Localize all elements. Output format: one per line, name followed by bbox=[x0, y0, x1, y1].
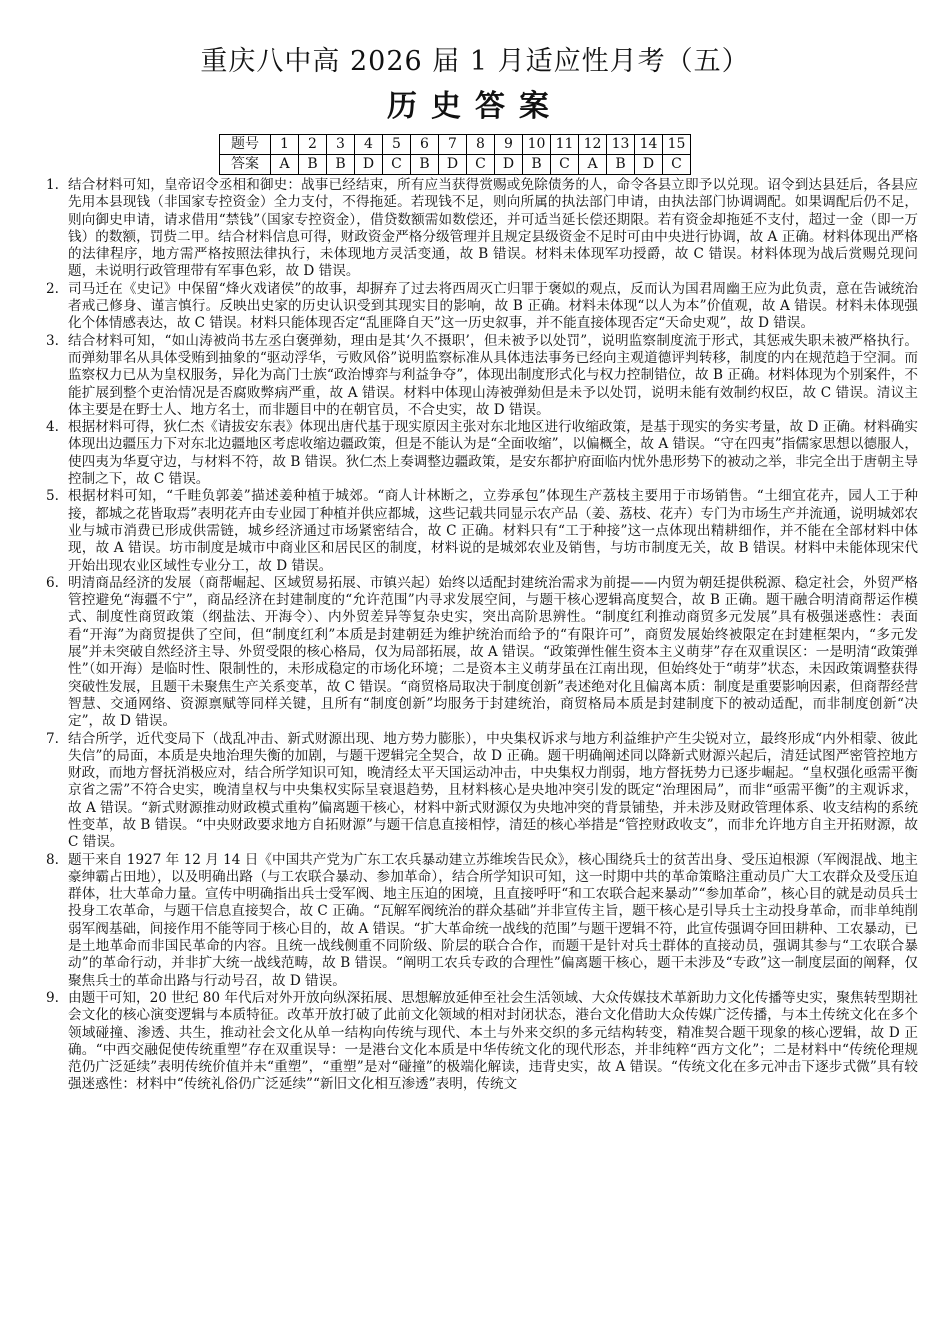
explanation-item bbox=[46, 177, 918, 281]
document-title: 重庆八中高 2026 届 1 月适应性月考（五） bbox=[200, 46, 750, 77]
answer-cell: C bbox=[383, 155, 411, 175]
explanation-item bbox=[46, 731, 918, 852]
answer-cell: D bbox=[439, 155, 467, 175]
item-number: 1. bbox=[46, 177, 59, 193]
explanation-item bbox=[46, 419, 918, 488]
question-number: 4 bbox=[355, 135, 383, 155]
question-number: 11 bbox=[551, 135, 579, 155]
item-text: 结合材料可知，皇帝诏令丞相和御史：战事已经结束，所有应当获得赏赐或免除债务的人，命令各县立即予以兑现。诏令到达县廷后，各县应先用本县现钱（非国家专控资金）全力支付，不得拖延。若现钱不足，则向所属的执法部门申请，由执法部门协调调配。如果调配后仍不足，则向御史申请，请求借用“禁钱”（国家专控资金），借贷数额需如数偿还，并可适当延长偿还期限。若有资金却拖延不支付，超过一金（即一万钱）的数额，罚赀二甲。结合材料信息可得，财政资金严格分级管理并且规定县级资金不足时可由中央进行协调，故 A 正确。材料体现出严格的法律程序，地方需严格按照法律执行，未体现地方灵活变通，故 B 错误。材料未体现军功授爵，故 C 错误。材料体现为战后赏赐兑现问题，未说明行政管理带有军事色彩，故 D 错误。 bbox=[68, 177, 918, 280]
item-text: 由题干可知，20 世纪 80 年代后对外开放向纵深拓展、思想解放延伸至社会生活领域、大众传媒技术革新助力文化传播等史实，聚焦转型期社会文化的核心演变逻辑与本质特征。改革开放打破了此前文化领域的相对封闭状态，港台文化借助大众传媒广泛传播，与本土传统文化在多个领域碰撞、渗透、共生，推动社会文化从单一结构向传统与现代、本土与外来交织的多元结构转变，精准契合题干现象的核心逻辑，故 D 正确。“中西交融促使传统重塑”存在双重误导：一是港台文化本质是中华传统文化的现代形态，并非纯粹“西方文化”；二是材料中“传统伦理规范仍广泛延续”表明传统价值并未“重塑”，“重塑”是对“碰撞”的极端化解读，违背史实，故 A 错误。“传统文化在多元冲击下逐步式微”具有较强迷惑性：材料中“传统礼俗仍广泛延续”“新旧文化相互渗透”表明，传统文 bbox=[68, 989, 918, 1093]
question-number: 1 bbox=[271, 135, 299, 155]
item-number: 2. bbox=[46, 280, 59, 297]
question-number: 10 bbox=[523, 135, 551, 155]
item-number: 4. bbox=[46, 419, 59, 436]
row-label: 答案 bbox=[220, 155, 271, 175]
question-number: 12 bbox=[579, 135, 607, 155]
item-text: 根据材料可知，“千畦负郭姜”描述姜种植于城郊。“商人计林断之，立券承包”体现生产荔枝主要用于市场销售。“土细宜花卉，园人工于种接，都城之花皆取焉”表明花卉由专业园丁种植并供应都城，这些记载共同显示农产品（姜、荔枝、花卉）专门为市场生产并流通，说明城郊农业与城市消费已形成供需链，城乡经济通过市场紧密结合，故 C 正确。材料只有“工于种接”这一点体现出精耕细作，并不能在全部材料中体现，故 A 错误。坊市制度是城市中商业区和居民区的制度，材料说的是城郊农业及销售，与坊市制度无关，故 B 错误。材料中未能体现宋代开始出现农业区域性专业分工，故 D 错误。 bbox=[68, 488, 918, 574]
item-text: 司马迁在《史记》中保留“烽火戏诸侯”的故事，却摒弃了过去将西周灭亡归罪于褒姒的观点，反而认为国君周幽王应为此负责，意在告诫统治者戒己修身、谨言慎行。反映出史家的历史认识受到其现实目的影响，故 B 正确。材料未体现“以人为本”价值观，故 A 错误。材料未体现强化个体情感表达，故 C 错误。材料只能体现否定“乱匪降自天”这一历史叙事，并不能直接体现否定“天命史观”，故 D 错误。 bbox=[68, 280, 918, 332]
question-number: 9 bbox=[495, 135, 523, 155]
answer-cell: C bbox=[467, 155, 495, 175]
explanation-item bbox=[46, 575, 918, 731]
answer-cell: B bbox=[411, 155, 439, 175]
answer-cell: B bbox=[327, 155, 355, 175]
answer-row bbox=[220, 155, 691, 175]
question-number-row bbox=[220, 135, 691, 155]
item-number: 8. bbox=[46, 851, 59, 868]
item-number: 9. bbox=[46, 989, 59, 1006]
answer-cell: C bbox=[551, 155, 579, 175]
explanation-item bbox=[46, 990, 918, 1094]
answer-cell: C bbox=[663, 155, 691, 175]
explanation-item bbox=[46, 488, 918, 574]
question-number: 15 bbox=[663, 135, 691, 155]
answer-table bbox=[219, 134, 691, 175]
explanation-item bbox=[46, 281, 918, 333]
question-number: 3 bbox=[327, 135, 355, 155]
item-text: 结合所学，近代变局下（战乱冲击、新式财源出现、地方势力膨胀），中央集权诉求与地方利益维护产生尖锐对立，最终形成“内外相蒙、彼此失信”的局面，本质是央地治理失衡的加剧，与题干逻辑完全契合，故 D 正确。题干明确阐述同以降新式财源兴起后，清廷试图严密管控地方财政，而地方督抚消极应对，结合所学知识可知，晚清经太平天国运动冲击，中央集权力削弱，地方督抚势力已逐步崛起。“皇权强化亟需平衡京省之需”不符合史实，晚清皇权与中央集权实际呈衰退趋势，且材料核心是央地冲突引发的既定“治理困局”，而非“亟需平衡”的主观诉求，故 A 错误。“新式财源推动财政模式重构”偏离题干核心，材料中新式财源仅为央地冲突的背景铺垫，并未涉及财政管理体系、收支结构的系统性变革，故 B 错误。“中央财政要求地方自拓财源”与题干信息直接相悖，清廷的核心举措是“管控财政收支”，而非允许地方自主开拓财源，故 C 错误。 bbox=[68, 730, 918, 851]
question-number: 13 bbox=[607, 135, 635, 155]
item-text: 明清商品经济的发展（商帮崛起、区域贸易拓展、市镇兴起）始终以适配封建统治需求为前提——内贸为朝廷提供税源、稳定社会，外贸严格管控避免“海疆不宁”，商品经济在封建制度的“允许范围”内寻求发展空间，与题干核心逻辑高度契合，故 B 正确。题干融合明清商帮运作模式、制度性商贸政策（纲盐法、开海令）、内外贸差异等复杂史实，突出高阶思辨性。“制度红利推动商贸多元发展”具有极强迷惑性：表面看“开海”为商贸提供了空间，但“制度红利”本质是封建朝廷为维护统治而给予的“有限许可”，商贸发展始终被限定在封建框架内，“多元发展”并未突破自然经济主导、外贸受限的核心格局，仅为局部拓展，故 A 错误。“政策弹性催生资本主义萌芽”存在双重误区：一是明清“政策弹性”（如开海）是临时性、限制性的，未形成稳定的市场化环境；二是资本主义萌芽虽在江南出现，但始终处于“萌芽”状态，未因政策调整获得突破性发展，且题干未聚焦生产关系变革，故 C 错误。“商贸格局取决于制度创新”表述绝对化且偏离本质：制度是重要影响因素，但商帮经营智慧、交通网络、资源禀赋等同样关键，且所有“制度创新”均服务于封建统治，商贸格局本质是封建制度下的被动适配，而非制度创新“决定”，故 D 错误。 bbox=[68, 574, 918, 730]
question-number: 6 bbox=[411, 135, 439, 155]
item-text: 结合材料可知，“如山涛被尚书左丞白褒弹劾，理由是其‘久不摄职’，但未被予以处罚”，说明监察制度流于形式，其惩戒失职未被严格执行。而弹劾罪名从具体受贿到抽象的“驱动浮华，亏败风俗”说明监察标准从具体违法事务已经向主观道德评判转移，制度的内在规范趋于空洞。而监察权力已从为皇权服务，异化为高门士族“政治博弈与利益争夺”，体现出制度形式化与权力控制错位，故 B 正确。材料体现为个别案件，不能扩展到整个吏治情况是否腐败弊病严重，故 A 错误。材料中体现山涛被弹劾但是未予以处罚，说明未能有效制约权臣，故 C 错误。清议主体主要是在野士人、地方名士，而非题目中的在朝官员，不合史实，故 D 错误。 bbox=[68, 332, 918, 418]
item-text: 题干来自 1927 年 12 月 14 日《中国共产党为广东工农兵暴动建立苏维埃告民众》，核心围绕兵士的贫苦出身、受压迫根源（军阀混战、地主豪绅霸占田地），以及明确出路（与工农联合暴动、参加革命），结合所学知识可知，这一时期中共的革命策略注重动员广大工农群众及受压迫群体，壮大革命力量。宣传中明确指出兵士受军阀、地主压迫的困境，且直接呼吁“和工农联合起来暴动”“参加革命”，核心目的就是动员兵士投身工农革命，与题干信息直接契合，故 C 正确。“瓦解军阀统治的群众基础”并非宣传主旨，题干核心是引导兵士主动投身革命，而非单纯削弱军阀基础，间接作用不能等同于核心目的，故 A 错误。“扩大革命统一战线的范围”与题干逻辑不符，此宣传强调夺回田耕种、工农暴动，已是土地革命而非国民革命的内容。且统一战线侧重不同阶级、阶层的联合合作，而题干是针对兵士群体的直接动员，强调其参与“工农联合暴动”的革命行动，并非扩大统一战线范畴，故 B 错误。“阐明工农兵专政的合理性”偏离题干核心，题干未涉及“专政”这一制度层面的阐释，仅聚焦兵士的革命出路与行动号召，故 D 错误。 bbox=[68, 851, 918, 989]
item-number: 7. bbox=[46, 730, 59, 747]
answer-cell: A bbox=[271, 155, 299, 175]
question-number: 5 bbox=[383, 135, 411, 155]
answer-cell: A bbox=[579, 155, 607, 175]
item-text: 根据材料可得，狄仁杰《请拔安东表》体现出唐代基于现实原因主张对东北地区进行收缩政策，是基于现实的务实考量，故 D 正确。材料确实体现出边疆压力下对东北边疆地区考虑收缩边疆政策，但是不能认为是“全面收缩”，以偏概全，故 A 错误。“守在四夷”指儒家思想以德服人，使四夷为华夏守边，与材料不符，故 B 错误。狄仁杰上奏调整边疆政策，是安东都护府面临内忧外患形势下的被动之举，非完全出于唐朝主导控制之下，故 C 错误。 bbox=[68, 419, 918, 488]
question-number: 8 bbox=[467, 135, 495, 155]
answer-cell: D bbox=[495, 155, 523, 175]
row-label: 题号 bbox=[220, 135, 271, 155]
answer-cell: B bbox=[523, 155, 551, 175]
explanation-item bbox=[46, 852, 918, 990]
item-number: 3. bbox=[46, 332, 59, 349]
answer-cell: B bbox=[299, 155, 327, 175]
question-number: 14 bbox=[635, 135, 663, 155]
answer-cell: D bbox=[635, 155, 663, 175]
explanations-list bbox=[46, 177, 918, 1094]
document-subtitle: 历史答案 bbox=[387, 89, 563, 124]
question-number: 2 bbox=[299, 135, 327, 155]
question-number: 7 bbox=[439, 135, 467, 155]
answer-cell: D bbox=[355, 155, 383, 175]
item-number: 5. bbox=[46, 488, 59, 505]
explanation-item bbox=[46, 333, 918, 419]
answer-cell: B bbox=[607, 155, 635, 175]
item-number: 6. bbox=[46, 574, 59, 591]
